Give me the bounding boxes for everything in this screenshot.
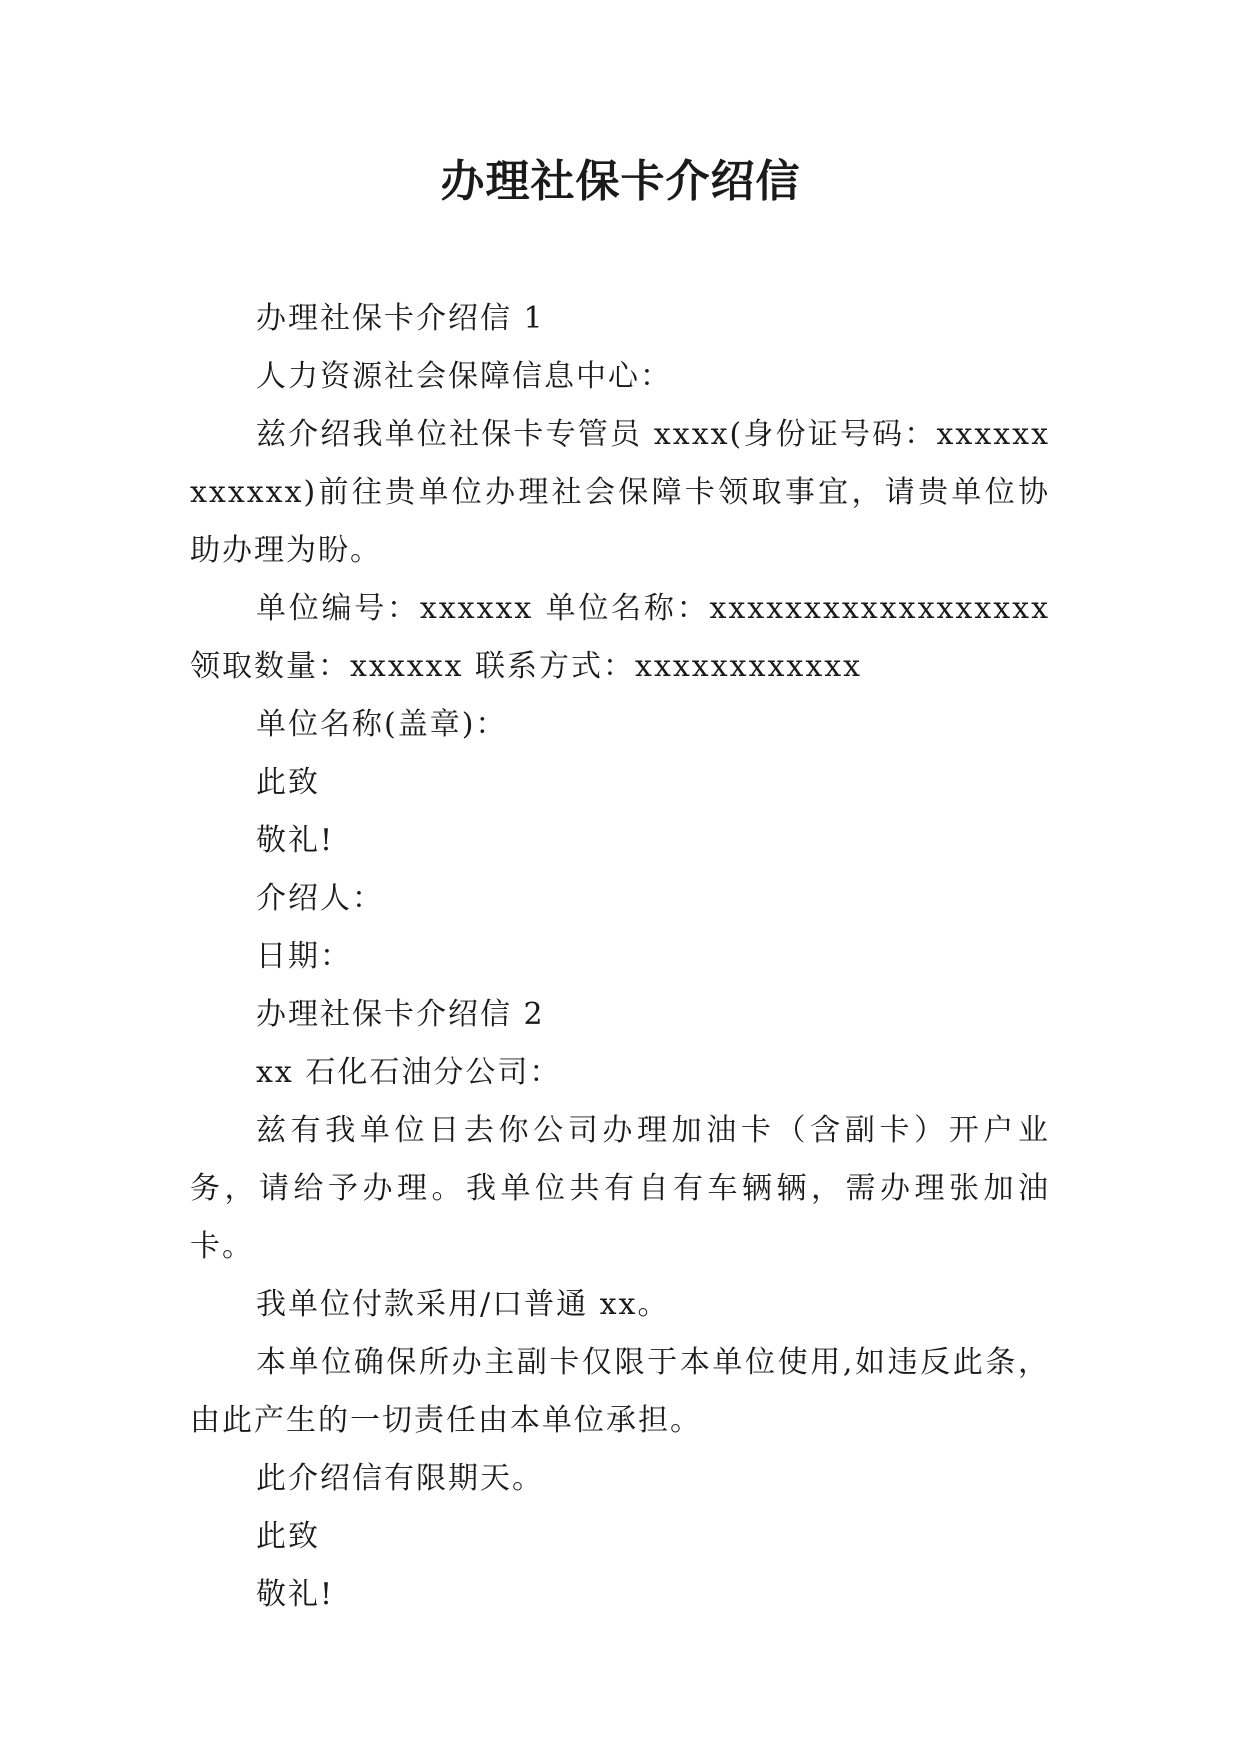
letter1-unit-seal: 单位名称(盖章)：: [256, 707, 508, 742]
letter2-heading: 办理社保卡介绍信 2: [256, 997, 545, 1032]
letter1-closing: 此致: [256, 765, 320, 800]
letter1-unit-details: 单位编号：xxxxxx 单位名称：xxxxxxxxxxxxxxxxxx 领取数量：xxxxxx 联系方式：xxxxxxxxxxxx: [190, 591, 1050, 684]
letter2-request: 兹有我单位日去你公司办理加油卡（含副卡）开户业务，请给予办理。我单位共有自有车辆辆，需办理张加油卡。: [190, 1113, 1050, 1264]
letter1-heading: 办理社保卡介绍信 1: [256, 301, 545, 336]
letter2-payment: 我单位付款采用/口普通 xx。: [256, 1287, 670, 1322]
letter2-recipient: xx 石化石油分公司：: [256, 1055, 562, 1090]
letter1-date: 日期：: [256, 939, 352, 974]
document-title: 办理社保卡介绍信: [440, 156, 801, 207]
letter2-salutation: 敬礼!: [256, 1577, 335, 1612]
letter2-guarantee: 本单位确保所办主副卡仅限于本单位使用,如违反此条，由此产生的一切责任由本单位承担。: [190, 1345, 1050, 1438]
document-body: [190, 290, 1050, 1624]
letter2-validity: 此介绍信有限期天。: [256, 1461, 544, 1496]
letter1-recipient: 人力资源社会保障信息中心：: [256, 359, 672, 394]
letter1-introduction: 兹介绍我单位社保卡专管员 xxxx(身份证号码：xxxxxxxxxxxx)前往贵单位办理社会保障卡领取事宜，请贵单位协助办理为盼。: [190, 417, 1050, 568]
letter2-closing: 此致: [256, 1519, 320, 1554]
letter1-salutation: 敬礼!: [256, 823, 335, 858]
letter1-introducer: 介绍人：: [256, 881, 384, 916]
